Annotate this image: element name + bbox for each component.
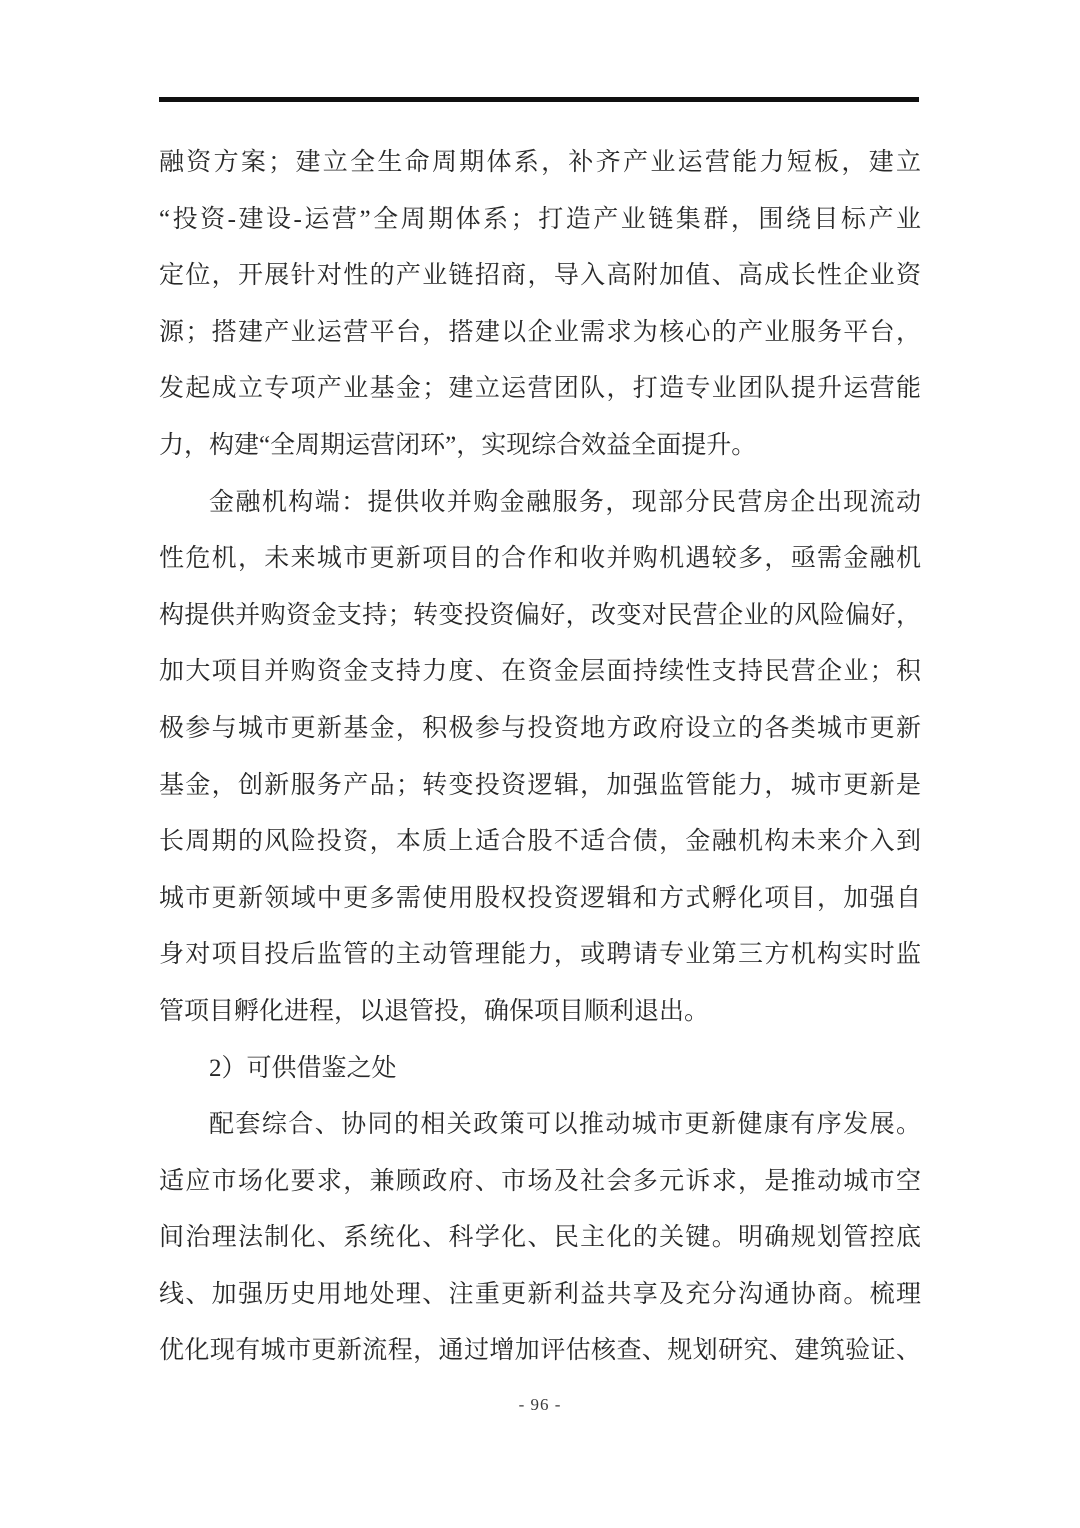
text-line: 金融机构端：提供收并购金融服务，现部分民营房企出现流动 <box>209 488 921 516</box>
text-line: 城市更新领域中更多需使用股权投资逻辑和方式孵化项目，加强自 <box>159 884 921 912</box>
text-line: 发起成立专项产业基金；建立运营团队，打造专业团队提升运营能 <box>159 375 921 403</box>
text-line: 长周期的风险投资，本质上适合股不适合债，金融机构未来介入到 <box>159 828 921 856</box>
text-line: 力，构建“全周期运营闭环”，实现综合效益全面提升。 <box>159 431 757 459</box>
text-line: 身对项目投后监管的主动管理能力，或聘请专业第三方机构实时监 <box>159 941 921 969</box>
text-line: 配套综合、协同的相关政策可以推动城市更新健康有序发展。 <box>209 1111 921 1139</box>
text-line: 线、加强历史用地处理、注重更新利益共享及充分沟通协商。梳理 <box>159 1280 921 1308</box>
text-line: 源；搭建产业运营平台，搭建以企业需求为核心的产业服务平台， <box>159 318 921 346</box>
text-line: 管项目孵化进程，以退管投，确保项目顺利退出。 <box>159 997 710 1025</box>
document-body <box>159 135 921 1380</box>
header-rule <box>159 97 919 102</box>
text-line: 构提供并购资金支持；转变投资偏好，改变对民营企业的风险偏好， <box>159 601 921 629</box>
text-line: 性危机，未来城市更新项目的合作和收并购机遇较多，亟需金融机 <box>159 545 921 573</box>
text-line: 基金，创新服务产品；转变投资逻辑，加强监管能力，城市更新是 <box>159 771 921 799</box>
page-number: - 96 - <box>518 1395 562 1414</box>
text-line: “投资-建设-运营”全周期体系；打造产业链集群，围绕目标产业 <box>159 205 921 233</box>
text-line: 间治理法制化、系统化、科学化、民主化的关键。明确规划管控底 <box>159 1224 921 1252</box>
heading-line: 2）可供借鉴之处 <box>209 1054 397 1082</box>
text-line: 优化现有城市更新流程，通过增加评估核查、规划研究、建筑验证、 <box>159 1337 921 1365</box>
text-line: 适应市场化要求，兼顾政府、市场及社会多元诉求，是推动城市空 <box>159 1167 921 1195</box>
text-line: 定位，开展针对性的产业链招商，导入高附加值、高成长性企业资 <box>159 262 921 290</box>
text-line: 加大项目并购资金支持力度、在资金层面持续性支持民营企业；积 <box>159 658 921 686</box>
text-line: 融资方案；建立全生命周期体系，补齐产业运营能力短板，建立 <box>159 149 921 176</box>
page-footer <box>0 1395 1080 1415</box>
text-line: 极参与城市更新基金，积极参与投资地方政府设立的各类城市更新 <box>159 714 921 742</box>
